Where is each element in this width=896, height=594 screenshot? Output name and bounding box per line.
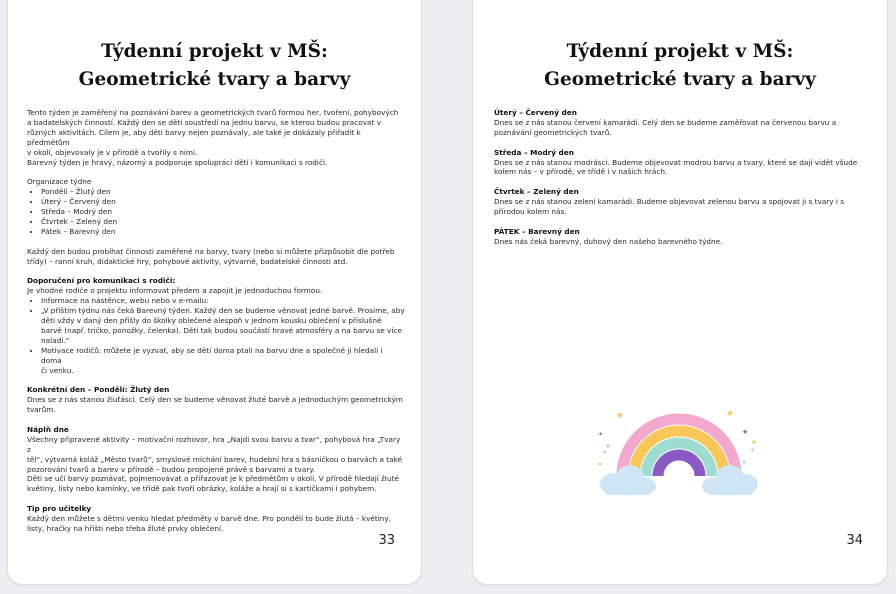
page-number: 33 [378,533,395,548]
text-line: Je vhodné rodiče o projektu informovat předem a zapojit je jednoduchou formou. [27,286,323,296]
section-heading: Doporučení pro komunikaci s rodiči: [27,276,176,286]
svg-text:✦: ✦ [598,431,604,438]
text-line: přírodou kolem nás. [494,207,567,217]
section-heading: Středa – Modrý den [494,147,574,157]
list-item [41,306,405,346]
section-ctvrtek [494,187,871,217]
text-line: Tento týden je zaměřený na poznávání barev a geometrických tvarů formou her, tvoření, pohybových [27,108,399,117]
text-line: třídy) – ranní kruh, didaktické hry, pohybové aktivity, výtvarné, badatelské činnosti atd. [27,256,348,266]
section-heading: Úterý – Červený den [494,108,577,117]
text-line: Barevný týden je hravý, názorný a podporuje spolupráci dětí i komunikaci s rodiči. [27,157,328,167]
list-item: • Úterý – Červený den [41,197,405,207]
text-line: květiny, listy nebo kamínky, ve třídě pak tvoří obrázky, koláže a hrají si s kartičkami i pohybem. [27,484,377,494]
section-heading: Čtvrtek – Zelený den [494,187,579,197]
text-line: poznávání geometrických tvarů. [494,127,612,137]
page-34 [473,0,887,584]
page-33 [8,0,421,584]
list-item: • Pondělí – Žlutý den [41,187,405,197]
days-list [27,187,405,237]
text-line: listy, hračky na hřišti nebo třeba žluté prvky oblečení. [27,523,224,533]
text-line: Dnes se z nás stanou červení kamarádi. Celý den se budeme zaměřovat na červenou barvu a [494,117,837,127]
text-line: barvě (např. tričko, ponožky, čelenka). Děti tak budou součástí hravé atmosféry a na barvu se více [41,325,402,335]
section-utery [494,108,871,138]
page-title [473,38,887,94]
page-title [8,38,421,94]
text-line: Děti se učí barvy poznávat, pojmenovávat a přiřazovat je k předmětům v okolí. V přírodě hledají žluté [27,474,399,484]
list-item: • Středa – Modrý den [41,207,405,217]
rainbow-arc-purple [658,455,700,476]
list-item [41,296,405,306]
section-streda [494,148,871,178]
text-line: kolem nás – v přírodě, ve třídě i v našich hrách. [494,167,668,177]
section-heading: Tip pro učitelky [27,504,92,514]
text-line: Dnes se z nás stanou žluťásci. Celý den se budeme věnovat žluté barvě a jednoduchým geometrickým [27,395,403,405]
svg-text:✦: ✦ [602,449,608,456]
text-line: naladí.“ [41,335,70,345]
section-heading: PÁTEK – Barevný den [494,226,580,236]
text-line: Informace na nástěnce, webu nebo v e-mailu: [41,296,209,306]
title-line-1: Týdenní projekt v MŠ: [566,41,794,62]
text-line: těl“, výtvarná koláž „Město tvarů“, smyslové míchání barev, hudební hra s básničkou o barvách a také [27,454,403,464]
text-line: Motivace rodičů: můžete je vyzvat, aby se děti doma ptali na barvu dne a společně ji hledali i doma [41,345,383,365]
title-line-2: Geometrické tvary a barvy [78,69,351,90]
parents-list [27,296,405,375]
text-line: „V příštím týdnu nás čeká Barevný týden. Každý den se budeme věnovat jedné barvě. Prosíme, aby [41,306,405,316]
rainbow-illustration [594,406,764,502]
list-item: • Pátek – Barevný den [41,227,405,237]
daily-paragraph [27,247,405,267]
list-item: • Čtvrtek – Zelený den [41,217,405,227]
text-line: Každý den budou probíhat činnosti zaměřené na barvy, tvary (nebo si můžete přizpůsobit dle potřeb [27,246,395,256]
text-line: a badatelských činností. Každý den se děti soustředí na jednu barvu, se kterou budou pracovat v [27,117,382,127]
text-line: či venku. [41,365,74,375]
page-number: 34 [846,533,863,548]
svg-text:✦: ✦ [750,447,756,454]
organizace-label: Organizace týdne [27,177,92,187]
text-line: Dnes se z nás stanou modrásci. Budeme objevovat modrou barvu a tvary, které se dají vidět všude [494,157,858,167]
section-patek [494,227,871,247]
text-line: pozorování tvarů a barev v přírodě – budou propojené právě s barvami a tvary. [27,464,315,474]
text-line: Dnes nás čeká barevný, duhový den našeho barevného týdne. [494,236,723,246]
page-content [27,108,405,534]
text-line: v okolí, objevovaly je v přírodě a tvořily s nimi. [27,147,198,157]
text-line: Všechny připravené aktivity – motivační rozhovor, hra „Najdi svou barvu a tvar“, pohybová hra „Tvary z [27,434,401,454]
svg-text:★: ★ [742,428,749,436]
text-line: Dnes se z nás stanou zelení kamarádi. Budeme objevovat zelenou barvu a spojovat ji s tvary i s [494,197,845,207]
text-line: různých aktivitách. Cílem je, aby děti barvy nejen poznávaly, ale také je dokázaly přiřadit k předmětům [27,127,361,147]
text-line: tvarům. [27,405,56,415]
page-content [494,108,871,247]
section-heading: Konkrétní den – Pondělí: Žlutý den [27,385,170,395]
list-item [41,346,405,376]
intro-paragraph [27,108,405,167]
title-line-2: Geometrické tvary a barvy [544,69,816,90]
section-heading: Náplň dne [27,424,69,434]
text-line: Každý den můžete s dětmi venku hledat předměty v barvě dne. Pro pondělí to bude žlutá – květiny, [27,514,392,524]
text-line: děti vždy v daný den přišly do školky oblečené alespoň v jednom kousku oblečení v příslušné [41,315,382,325]
svg-text:★: ★ [616,411,625,421]
title-line-1: Týdenní projekt v MŠ: [101,41,328,62]
svg-text:★: ★ [726,409,735,419]
